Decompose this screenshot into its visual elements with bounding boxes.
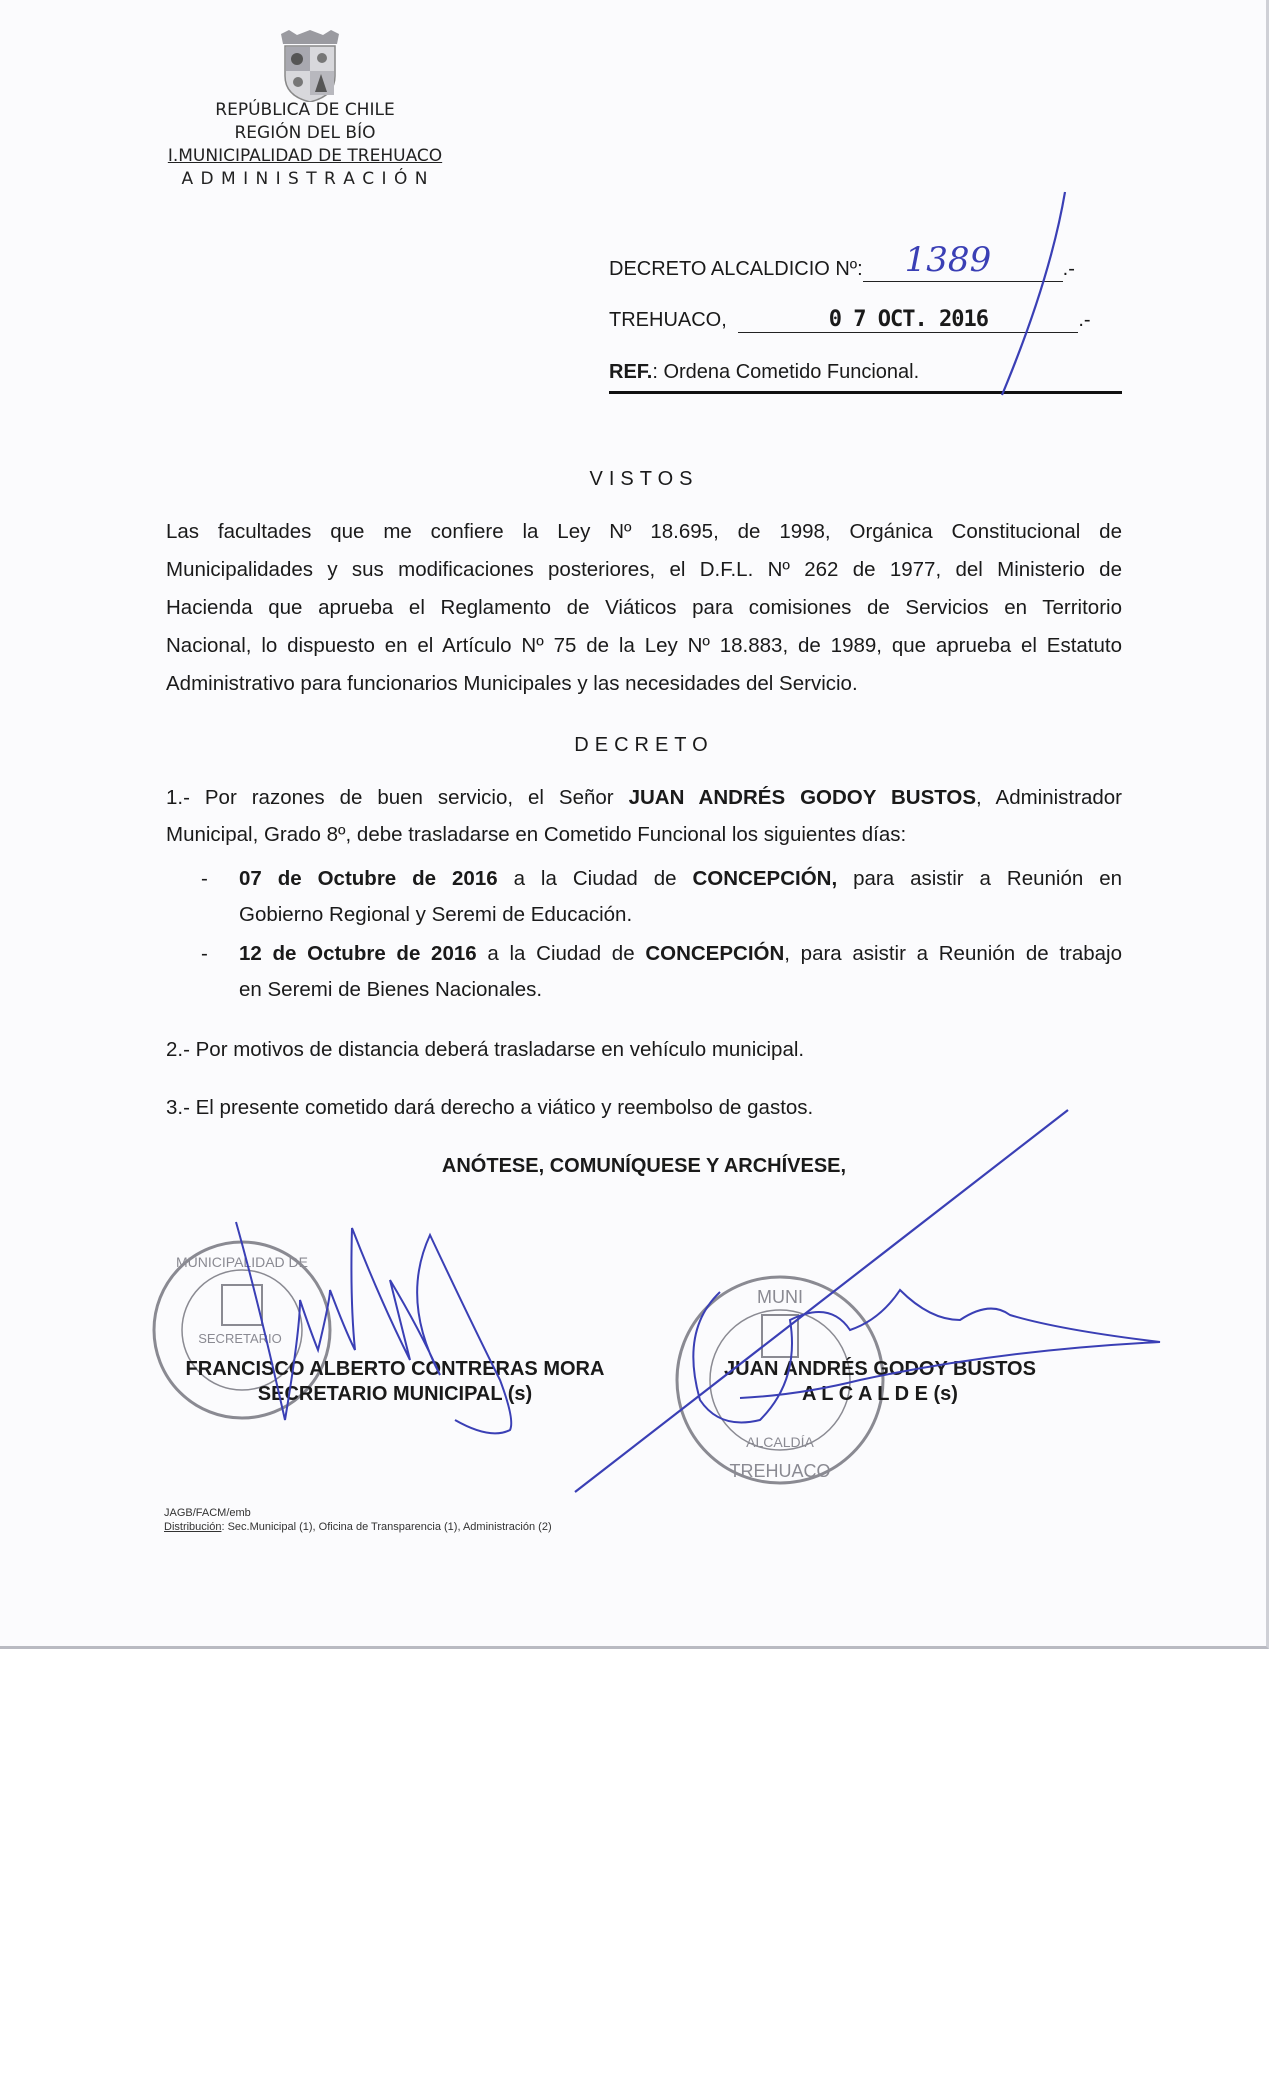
official-name: JUAN ANDRÉS GODOY BUSTOS: [628, 786, 977, 809]
vistos-heading: VISTOS: [589, 468, 699, 490]
ref-label: REF.: [609, 361, 653, 383]
header-department: A D M I N I S T R A C I Ó N: [181, 169, 429, 189]
secretary-name: FRANCISCO ALBERTO CONTRERAS MORA: [185, 1358, 605, 1380]
trip-item: 07 de Octubre de 2016 a la Ciudad de CONCEPCIÓN, para asistir a Reunión en: [239, 867, 1123, 890]
vistos-line: Administrativo para funcionarios Municipales y las necesidades del Servicio.: [166, 672, 858, 695]
svg-text:TREHUACO: TREHUACO: [729, 1461, 831, 1481]
mayor-name: JUAN ANDRÉS GODOY BUSTOS: [724, 1358, 1036, 1380]
decreto-heading: DECRETO: [574, 734, 714, 756]
svg-text:SECRETARIO: SECRETARIO: [198, 1331, 282, 1346]
trip-item: 12 de Octubre de 2016 a la Ciudad de CONCEPCIÓN, para asistir a Reunión de trabajo: [239, 942, 1122, 965]
vistos-line: Nacional, lo dispuesto en el Artículo Nº 75 de la Ley Nº 18.883, de 1989, que aprueba el Estatuto: [166, 634, 1122, 657]
place-label: TREHUACO,: [609, 309, 727, 331]
header-municipality: I.MUNICIPALIDAD DE TREHUACO: [167, 146, 443, 166]
item-1-line: Municipal, Grado 8º, debe trasladarse en Cometido Funcional los siguientes días:: [166, 823, 907, 846]
coat-of-arms-icon: [277, 30, 343, 102]
vistos-line: Hacienda que aprueba el Reglamento de Viáticos para comisiones de Servicios en Territorio: [166, 596, 1122, 619]
bullet-dash: -: [201, 867, 208, 890]
ref-value: : Ordena Cometido Funcional.: [652, 361, 920, 383]
svg-text:MUNICIPALIDAD DE: MUNICIPALIDAD DE: [176, 1254, 308, 1270]
vistos-line: Municipalidades y sus modificaciones posteriores, el D.F.L. Nº 262 de 1977, del Ministerio de: [166, 558, 1122, 581]
closing-formula: ANÓTESE, COMUNÍQUESE Y ARCHÍVESE,: [441, 1155, 847, 1177]
reference-row: [609, 361, 919, 384]
header-region: REGIÓN DEL BÍO: [234, 123, 376, 143]
number-slash-mark: [990, 190, 1070, 400]
trip-item-line2: en Seremi de Bienes Nacionales.: [239, 978, 543, 1001]
svg-text:ALCALDÍA: ALCALDÍA: [746, 1434, 814, 1450]
item-1-line: 1.- Por razones de buen servicio, el Señor JUAN ANDRÉS GODOY BUSTOS, Administrador: [166, 786, 1122, 809]
bullet-dash: -: [201, 942, 208, 965]
item-2: 2.- Por motivos de distancia deberá trasladarse en vehículo municipal.: [166, 1038, 805, 1061]
date-stamp: 0 7 OCT. 2016: [828, 307, 988, 332]
svg-text:MUNI: MUNI: [757, 1287, 803, 1307]
trip-item-line2: Gobierno Regional y Seremi de Educación.: [239, 903, 633, 926]
decree-date-row: TREHUACO, 0 7 OCT. 2016 .-: [609, 307, 1091, 332]
decree-number-row: DECRETO ALCALDICIO Nº: 1389 .-: [609, 240, 1075, 280]
secretary-title: SECRETARIO MUNICIPAL (s): [257, 1383, 533, 1405]
vistos-line: Las facultades que me confiere la Ley Nº 18.695, de 1998, Orgánica Constitucional de: [166, 520, 1122, 543]
item-3: 3.- El presente cometido dará derecho a viático y reembolso de gastos.: [166, 1096, 814, 1119]
mayor-title: A L C A L D E (s): [802, 1383, 958, 1405]
initials: JAGB/FACM/emb: [164, 1507, 251, 1519]
decree-number-label: DECRETO ALCALDICIO Nº:: [609, 258, 863, 280]
header-country: REPÚBLICA DE CHILE: [215, 100, 395, 120]
decree-number-value: 1389: [904, 240, 992, 280]
distribution-line: Distribución: Sec.Municipal (1), Oficina de Transparencia (1), Administración (2): [164, 1521, 552, 1533]
